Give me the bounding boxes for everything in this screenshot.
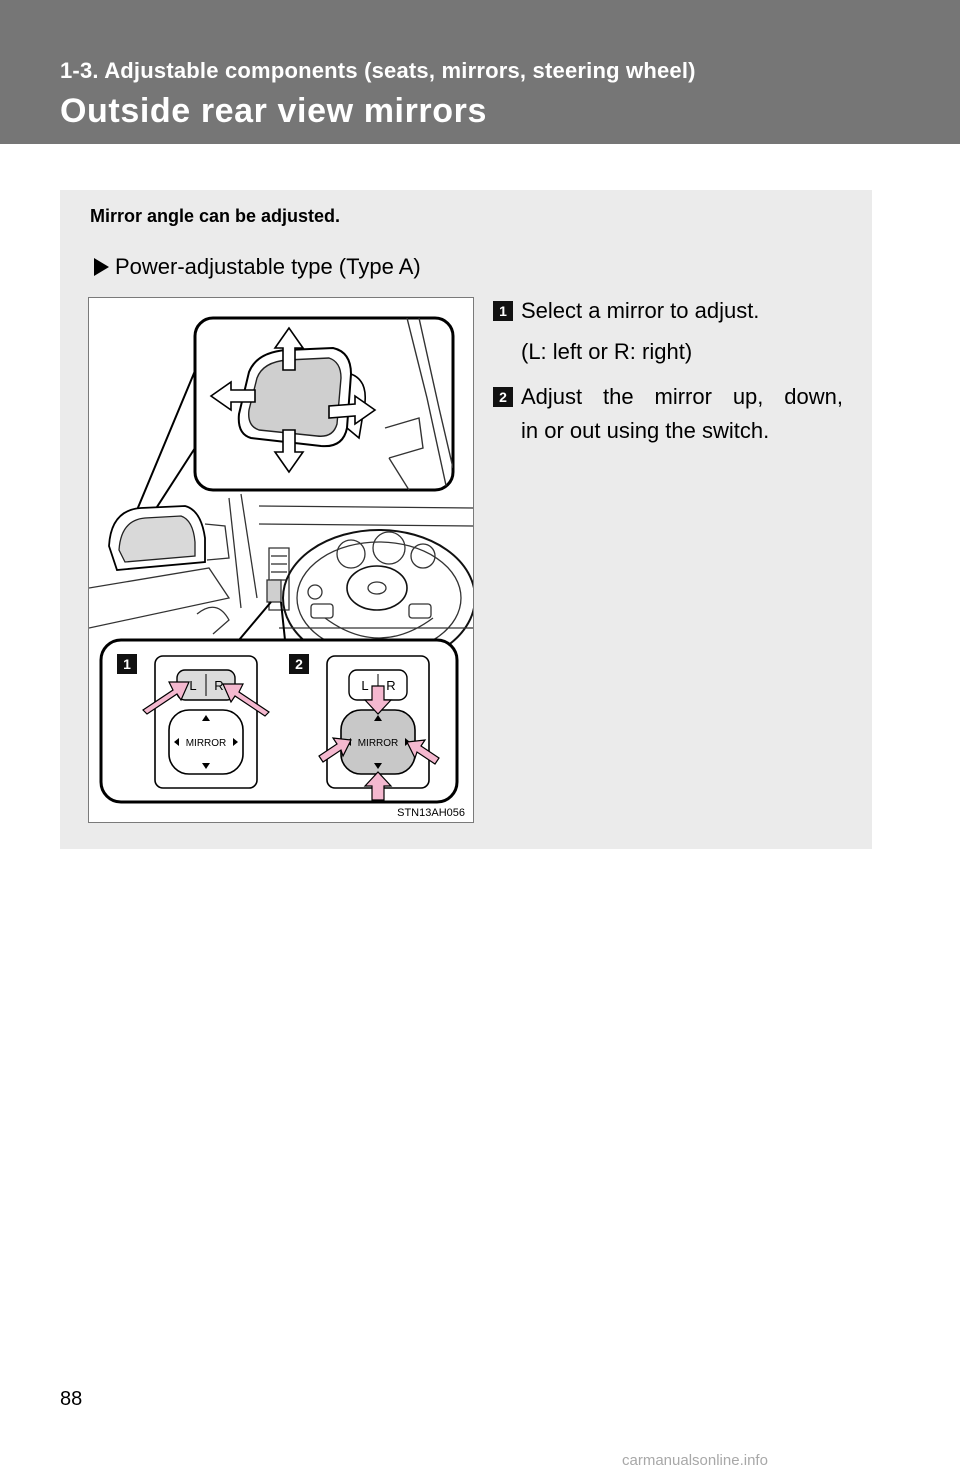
header-band xyxy=(0,0,960,144)
content-panel xyxy=(60,190,872,849)
intro-text: Mirror angle can be adjusted. xyxy=(90,206,341,226)
mirror-switch-illustration xyxy=(88,297,474,823)
switch-2-mirror-label: MIRROR xyxy=(357,738,399,749)
step-2-subtext: in or out using the switch. xyxy=(521,418,770,443)
step-1-text: Select a mirror to adjust. xyxy=(521,298,760,323)
switch-2-right-label: R xyxy=(386,678,396,693)
switch-1-left-label: L xyxy=(189,678,197,693)
step-list xyxy=(493,294,843,459)
callout-1-text: 1 xyxy=(123,656,131,672)
step-1 xyxy=(493,294,843,369)
switch-1-mirror-label: MIRROR xyxy=(185,738,227,749)
step-2-number-badge: 2 xyxy=(493,387,513,407)
page-title: Outside rear view mirrors xyxy=(60,92,487,130)
callout-2-text: 2 xyxy=(295,656,303,672)
step-1-subtext: (L: left or R: right) xyxy=(521,339,693,364)
section-title: 1-3. Adjustable components (seats, mirrors, steering wheel) xyxy=(60,58,696,83)
step-2 xyxy=(493,380,843,448)
switch-panel-1 xyxy=(143,656,269,788)
type-label-line xyxy=(90,254,421,280)
figure-code: STN13AH056 xyxy=(397,807,465,819)
switch-1-right-label: R xyxy=(214,678,224,693)
triangle-bullet-icon xyxy=(94,258,109,276)
watermark-text: carmanualsonline.info xyxy=(622,1452,768,1469)
type-label: Power-adjustable type (Type A) xyxy=(115,254,421,279)
step-2-text: Adjust the mirror up, down, xyxy=(521,384,843,409)
page-number: 88 xyxy=(60,1388,83,1410)
step-1-number-badge: 1 xyxy=(493,301,513,321)
switch-panel-2 xyxy=(319,656,439,800)
mirror-inset xyxy=(195,318,453,490)
switch-2-left-label: L xyxy=(361,678,369,693)
